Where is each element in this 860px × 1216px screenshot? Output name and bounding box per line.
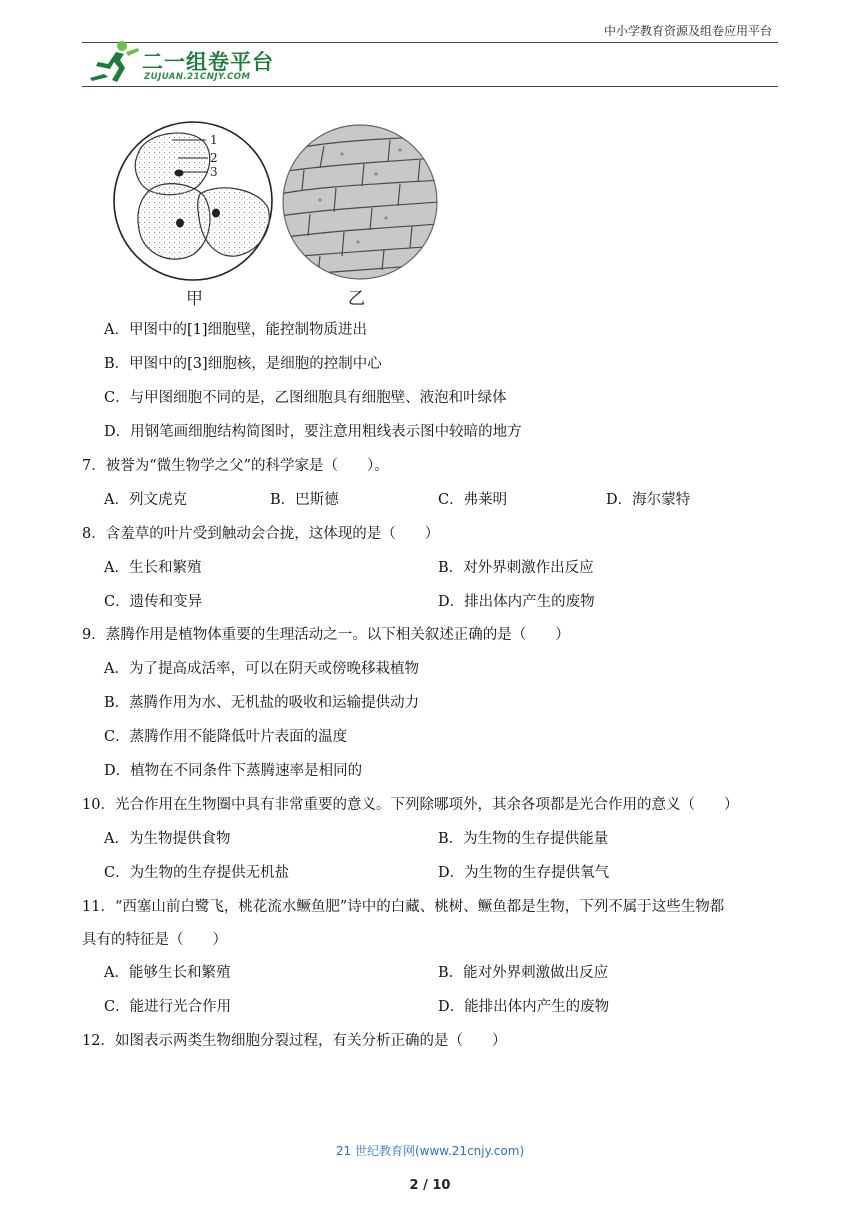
q7-option-d: D．海尔蒙特 xyxy=(606,492,691,508)
q6-option-d: D．用钢笔画细胞结构简图时，要注意用粗线表示图中较暗的地方 xyxy=(104,424,522,440)
q9-option-c: C．蒸腾作用不能降低叶片表面的温度 xyxy=(104,729,348,745)
q10-option-c: C．为生物的生存提供无机盐 xyxy=(104,865,290,881)
q7-option-c: C．弗莱明 xyxy=(438,492,508,508)
q11-option-d: D．能排出体内产生的废物 xyxy=(438,999,610,1015)
q8-stem: 8．含羞草的叶片受到触动会合拢，这体现的是（ ） xyxy=(82,526,440,542)
q8-option-c: C．遗传和变异 xyxy=(104,594,203,610)
marker-2-label: 2 xyxy=(210,151,218,165)
q7-option-b: B．巴斯德 xyxy=(270,492,339,508)
animal-cells-diagram xyxy=(108,116,278,286)
q11-option-a: A．能够生长和繁殖 xyxy=(104,965,231,981)
logo-title: 二一组卷平台 xyxy=(142,50,274,74)
runner-logo-icon xyxy=(86,38,142,84)
cell-figure xyxy=(104,112,454,308)
onion-cells-diagram xyxy=(280,122,440,282)
platform-name: 中小学教育资源及组卷应用平台 xyxy=(603,24,772,38)
q10-stem: 10．光合作用在生物圈中具有非常重要的意义。下列除哪项外，其余各项都是光合作用的意义（ ） xyxy=(82,797,739,813)
q10-option-b: B．为生物的生存提供能量 xyxy=(438,831,609,847)
page-number: 2 / 10 xyxy=(409,1178,451,1193)
q7-stem: 7．被誉为“微生物学之父”的科学家是（ ）。 xyxy=(82,458,389,474)
q6-option-b: B．甲图中的[3]细胞核，是细胞的控制中心 xyxy=(104,356,382,372)
q11-option-c: C．能进行光合作用 xyxy=(104,999,232,1015)
figure-label-yi: 乙 xyxy=(348,289,365,309)
logo-subtitle: ZUJUAN.21CNJY.COM xyxy=(144,72,251,82)
q9-option-b: B．蒸腾作用为水、无机盐的吸收和运输提供动力 xyxy=(104,695,420,711)
q11-option-b: B．能对外界刺激做出反应 xyxy=(438,965,609,981)
q11-stem-line-1: 11．“西塞山前白鹭飞，桃花流水鳜鱼肥”诗中的白藏、桃树、鳜鱼都是生物，下列不属于这些生物都 xyxy=(82,899,725,915)
q8-option-b: B．对外界刺激作出反应 xyxy=(438,560,594,576)
zujuan-logo xyxy=(86,38,276,84)
footer-link[interactable]: 21 世纪教育网(www.21cnjy.com) xyxy=(335,1144,525,1158)
q11-stem-line-2: 具有的特征是（ ） xyxy=(82,932,227,948)
q8-option-a: A．生长和繁殖 xyxy=(104,560,202,576)
q10-option-d: D．为生物的生存提供氧气 xyxy=(438,865,610,881)
q6-option-c: C．与甲图细胞不同的是，乙图细胞具有细胞壁、液泡和叶绿体 xyxy=(104,390,507,406)
q9-option-a: A．为了提高成活率，可以在阴天或傍晚移栽植物 xyxy=(104,661,419,677)
marker-1-label: 1 xyxy=(210,133,218,147)
q8-option-d: D．排出体内产生的废物 xyxy=(438,594,595,610)
q9-stem: 9．蒸腾作用是植物体重要的生理活动之一。以下相关叙述正确的是（ ） xyxy=(82,627,570,643)
q7-option-a: A．列文虎克 xyxy=(104,492,187,508)
q10-option-a: A．为生物提供食物 xyxy=(104,831,231,847)
q12-stem: 12．如图表示两类生物细胞分裂过程，有关分析正确的是（ ） xyxy=(82,1033,507,1049)
figure-label-jia: 甲 xyxy=(186,289,203,309)
marker-3-label: 3 xyxy=(210,165,218,179)
header-divider-bottom xyxy=(82,86,778,87)
q6-option-a: A．甲图中的[1]细胞壁，能控制物质进出 xyxy=(104,322,368,338)
q9-option-d: D．植物在不同条件下蒸腾速率是相同的 xyxy=(104,763,363,779)
